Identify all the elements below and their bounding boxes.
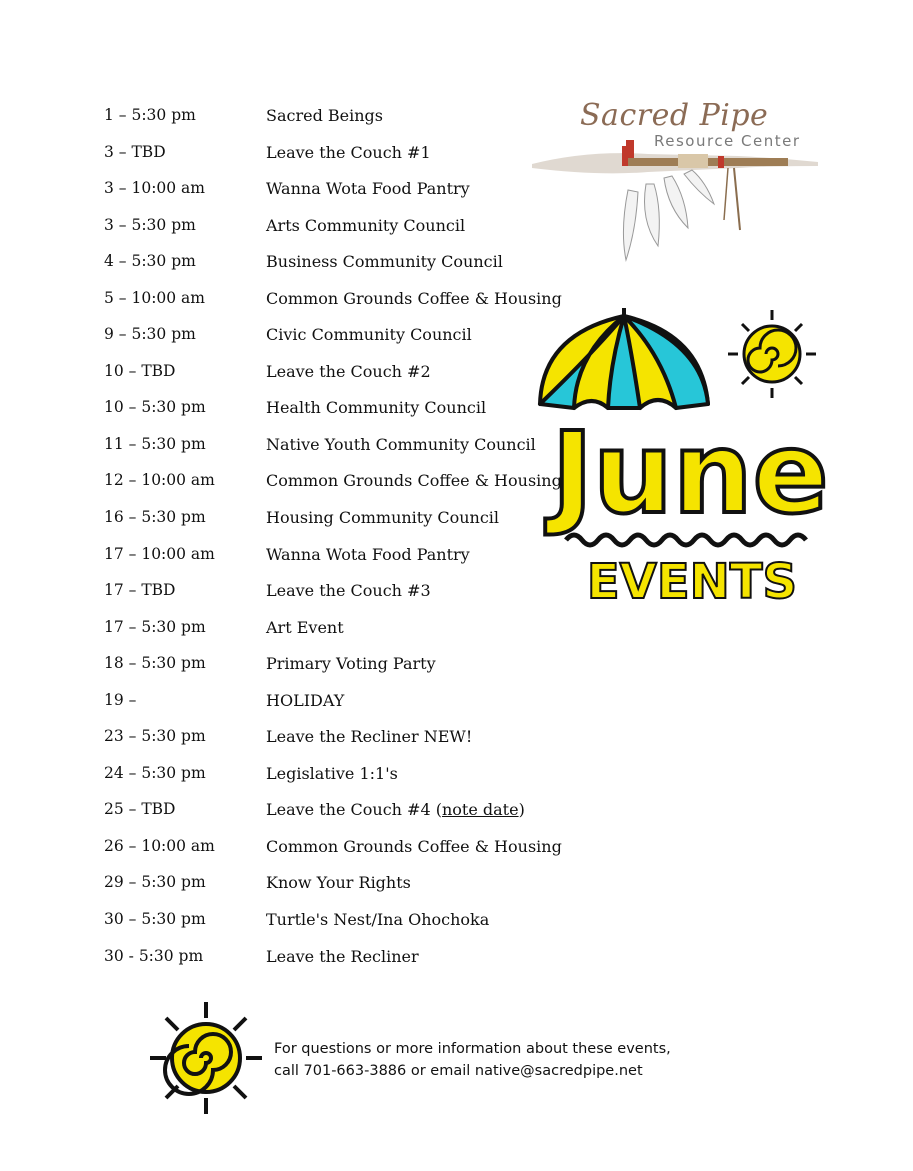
contact-info xyxy=(274,1038,671,1082)
event-row xyxy=(104,573,574,610)
event-date: 17 – 10:00 am xyxy=(104,544,215,563)
event-date: 26 – 10:00 am xyxy=(104,836,215,855)
event-title-end: ) xyxy=(518,800,525,820)
event-row xyxy=(104,500,574,537)
contact-line-1: For questions or more information about these events, xyxy=(274,1041,671,1057)
event-row xyxy=(104,354,574,391)
sun-icon xyxy=(146,998,266,1118)
event-row xyxy=(104,427,574,464)
event-date: 3 – 5:30 pm xyxy=(104,215,196,234)
event-date: 24 – 5:30 pm xyxy=(104,763,206,782)
event-date: 17 – 5:30 pm xyxy=(104,617,206,636)
event-row xyxy=(104,135,574,172)
event-date: 5 – 10:00 am xyxy=(104,288,205,307)
event-row xyxy=(104,463,574,500)
sun-icon xyxy=(728,310,816,398)
event-title xyxy=(266,800,525,819)
event-title: Leave the Recliner xyxy=(266,946,419,966)
event-title: Legislative 1:1's xyxy=(266,763,398,783)
event-row xyxy=(104,865,574,902)
event-row xyxy=(104,610,574,647)
event-date: 10 – 5:30 pm xyxy=(104,398,206,417)
event-row xyxy=(104,208,574,245)
event-title: Common Grounds Coffee & Housing xyxy=(266,471,562,491)
event-date: 3 – 10:00 am xyxy=(104,179,205,198)
june-text: June xyxy=(551,409,829,539)
event-date: 17 – TBD xyxy=(104,581,176,600)
event-row xyxy=(104,939,574,976)
logo-subtitle: Resource Center xyxy=(654,132,801,150)
umbrella-icon xyxy=(540,308,708,408)
event-title: Sacred Beings xyxy=(266,106,384,125)
events-text: EVENTS xyxy=(586,554,798,610)
logo-name: Sacred Pipe xyxy=(580,98,769,133)
event-title: Wanna Wota Food Pantry xyxy=(266,179,470,199)
event-title: HOLIDAY xyxy=(266,690,345,710)
event-row xyxy=(104,98,574,135)
event-title: Arts Community Council xyxy=(266,215,466,235)
feathers-icon xyxy=(623,168,740,260)
event-date: 23 – 5:30 pm xyxy=(104,727,206,746)
event-title-text: Leave the Couch #4 ( xyxy=(266,800,442,820)
event-date: 30 – 5:30 pm xyxy=(104,910,206,929)
event-date: 12 – 10:00 am xyxy=(104,471,215,490)
event-row xyxy=(104,281,574,318)
event-row xyxy=(104,537,574,574)
event-title: Leave the Couch #2 xyxy=(266,361,431,381)
event-date: 29 – 5:30 pm xyxy=(104,873,206,892)
event-date: 1 – 5:30 pm xyxy=(104,106,196,124)
event-date: 9 – 5:30 pm xyxy=(104,325,196,344)
event-row xyxy=(104,756,574,793)
event-row xyxy=(104,646,574,683)
event-row xyxy=(104,792,574,829)
event-title: Business Community Council xyxy=(266,252,503,272)
event-row xyxy=(104,683,574,720)
event-title: Know Your Rights xyxy=(266,873,411,893)
event-row xyxy=(104,244,574,281)
event-date: 3 – TBD xyxy=(104,142,166,161)
event-row xyxy=(104,719,574,756)
event-title: Civic Community Council xyxy=(266,325,472,345)
event-row xyxy=(104,171,574,208)
event-title: Art Event xyxy=(266,617,344,637)
event-date: 25 – TBD xyxy=(104,800,176,819)
event-title: Common Grounds Coffee & Housing xyxy=(266,836,562,856)
event-title: Leave the Recliner NEW! xyxy=(266,727,473,747)
event-row xyxy=(104,902,574,939)
event-date: 10 – TBD xyxy=(104,361,176,380)
event-date: 11 – 5:30 pm xyxy=(104,434,206,453)
note-date-text: note date xyxy=(441,800,519,820)
june-events-graphic xyxy=(532,304,842,616)
events-list xyxy=(104,98,574,975)
event-title: Primary Voting Party xyxy=(266,654,436,674)
event-date: 4 – 5:30 pm xyxy=(104,252,196,271)
event-date: 18 – 5:30 pm xyxy=(104,654,206,673)
event-title: Turtle's Nest/Ina Ohochoka xyxy=(266,910,490,930)
event-title: Common Grounds Coffee & Housing xyxy=(266,288,562,308)
event-title: Leave the Couch #1 xyxy=(266,142,431,162)
event-row xyxy=(104,317,574,354)
event-row xyxy=(104,390,574,427)
event-date: 19 – xyxy=(104,690,137,709)
event-date: 30 - 5:30 pm xyxy=(104,946,204,965)
event-title: Leave the Couch #3 xyxy=(266,581,431,601)
event-title: Wanna Wota Food Pantry xyxy=(266,544,470,564)
event-date: 16 – 5:30 pm xyxy=(104,508,206,527)
event-row xyxy=(104,829,574,866)
event-title: Health Community Council xyxy=(266,398,487,418)
event-title: Housing Community Council xyxy=(266,508,500,528)
event-title: Native Youth Community Council xyxy=(266,434,536,454)
contact-line-2: call 701-663-3886 or email native@sacredpipe.net xyxy=(274,1063,643,1079)
